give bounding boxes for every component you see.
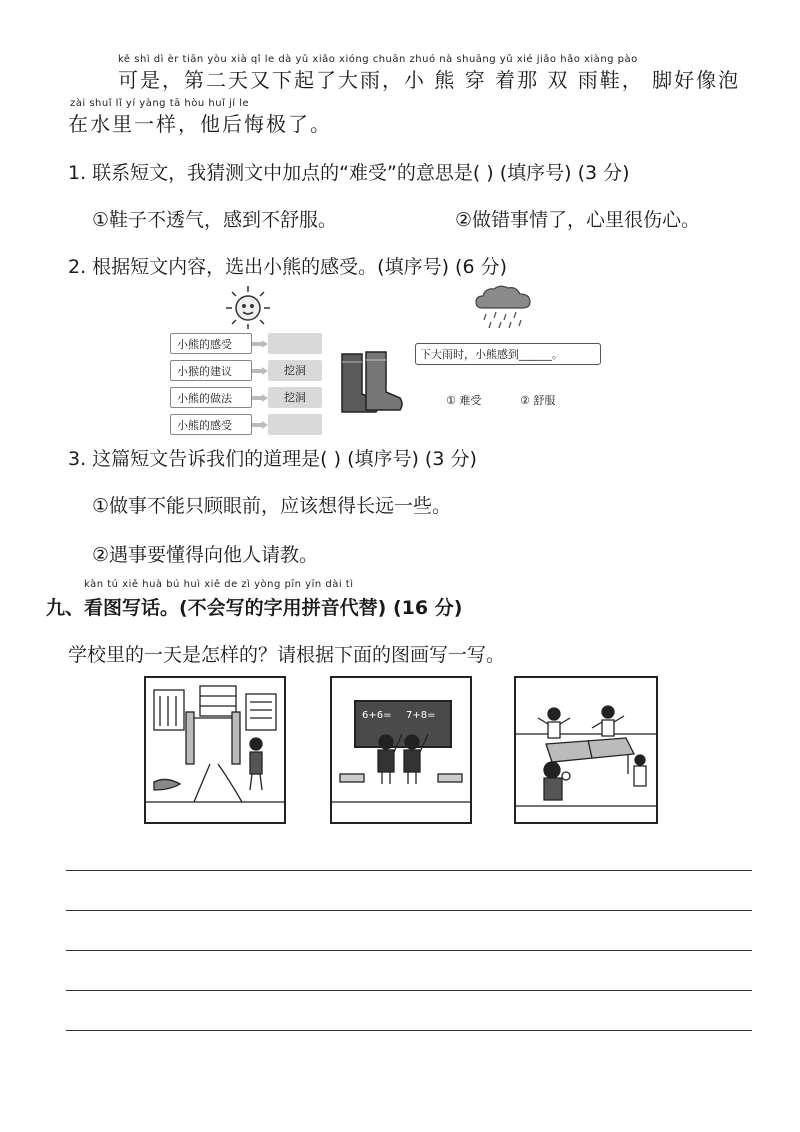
writing-line-3[interactable]: [66, 950, 752, 951]
section9-title: 九、看图写话。(不会写的字用拼音代替) (16 分): [46, 597, 463, 619]
flow-label-4: 小熊的感受: [170, 414, 252, 435]
section9-pinyin: kàn tú xiě huà bú huì xiě de zì yòng pīn yīn dài tì: [84, 579, 354, 590]
q3-option-2: ②遇事要懂得向他人请教。: [92, 544, 319, 566]
question-3: 3. 这篇短文告诉我们的道理是( ) (填序号) (3 分): [68, 448, 477, 470]
story-pinyin-line2: zài shuǐ lǐ yí yàng tā hòu huǐ jí le: [70, 98, 250, 109]
flow-answer-2: 挖洞: [268, 360, 322, 381]
question-2: 2. 根据短文内容，选出小熊的感受。(填序号) (6 分): [68, 256, 507, 278]
rain-boots-icon: [336, 350, 408, 416]
q1-option-2: ②做错事情了，心里很伤心。: [455, 209, 701, 231]
story-text-line2: 在水里一样，他后悔极了。: [68, 112, 332, 136]
flow-answer-3: 挖洞: [268, 387, 322, 408]
flow-arrow-1: [252, 340, 268, 348]
flow-arrow-4: [252, 421, 268, 429]
picture-ping-pong: [514, 676, 658, 824]
section9-instruction: 学校里的一天是怎样的？请根据下面的图画写一写。: [68, 644, 506, 666]
writing-line-4[interactable]: [66, 990, 752, 991]
flow-answer-4[interactable]: [268, 414, 322, 435]
flow-answer-1[interactable]: [268, 333, 322, 354]
rain-feeling-prompt: 下大雨时，小熊感到______。: [415, 343, 601, 365]
flow-label-1: 小熊的感受: [170, 333, 252, 354]
school-gate-illustration: [146, 678, 284, 822]
ping-pong-illustration: [516, 678, 656, 822]
flow-label-3: 小熊的做法: [170, 387, 252, 408]
picture-classroom: [330, 676, 472, 824]
rain-option-2: ② 舒服: [520, 394, 556, 407]
board-text-left: 6+6=: [362, 710, 392, 721]
flow-arrow-3: [252, 394, 268, 402]
classroom-students-illustration: [332, 678, 470, 822]
rain-cloud-icon: [472, 284, 538, 334]
q1-option-1: ①鞋子不透气，感到不舒服。: [92, 209, 338, 231]
story-text-line1: 可是，第二天又下起了大雨，小 熊 穿 着那 双 雨鞋， 脚好像泡: [118, 68, 741, 92]
writing-line-2[interactable]: [66, 910, 752, 911]
story-pinyin-line1: kě shì dì èr tiān yòu xià qǐ le dà yǔ xiǎo xióng chuān zhuó nà shuāng yǔ xié jiǎo hǎo xiàng pào: [118, 54, 638, 65]
picture-school-gate: [144, 676, 286, 824]
sun-icon: [222, 284, 274, 330]
rain-option-1: ① 难受: [446, 394, 482, 407]
writing-line-5[interactable]: [66, 1030, 752, 1031]
writing-line-1[interactable]: [66, 870, 752, 871]
q3-option-1: ①做事不能只顾眼前，应该想得长远一些。: [92, 495, 452, 517]
flow-arrow-2: [252, 367, 268, 375]
flow-label-2: 小猴的建议: [170, 360, 252, 381]
board-text-right: 7+8=: [406, 710, 436, 721]
question-1: 1. 联系短文，我猜测文中加点的“难受”的意思是( ) (填序号) (3 分): [68, 162, 630, 184]
